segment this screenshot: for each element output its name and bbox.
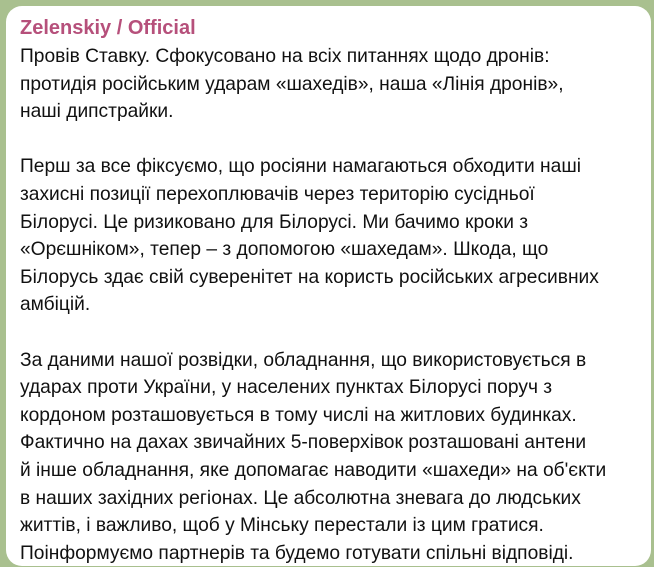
message-line: Фактично на дахах звичайних 5-поверхівок розташовані антени <box>20 432 587 454</box>
message-paragraph-3 <box>20 347 641 567</box>
message-line: За даними нашої розвідки, обладнання, що використовується в <box>20 349 587 371</box>
message-line: протидія російським ударам «шахедів», наша «Лінія дронів», <box>20 73 564 95</box>
message-line: кордоном розташовується в тому числі на житлових будинках. <box>20 404 577 426</box>
message-line: захисні позиції перехоплювачів через територію сусідньої <box>20 183 535 205</box>
message-line: наші дипстрайки. <box>20 101 174 123</box>
message-line: життів, і важливо, щоб у Мінську перестали із цим гратися. <box>20 515 544 537</box>
message-paragraph-2 <box>20 153 641 319</box>
paragraph-spacer <box>20 319 641 347</box>
message-line: Перш за все фіксуємо, що росіяни намагаються обходити наші <box>20 156 581 178</box>
message-line: й інше обладнання, яке допомагає наводити «шахеди» на об'єкти <box>20 459 607 481</box>
message-line: амбіцій. <box>20 294 91 316</box>
message-line: Провів Ставку. Сфокусовано на всіх питаннях щодо дронів: <box>20 46 550 67</box>
message-line: «Орєшніком», тепер – з допомогою «шахедам». Шкода, що <box>20 239 549 261</box>
message-paragraph-1 <box>20 43 641 126</box>
sender-name[interactable]: Zelenskiy / Official <box>20 17 196 39</box>
message-line: Білорусі. Це ризиковано для Білорусі. Ми бачимо кроки з <box>20 211 529 233</box>
message-line: ударах проти України, у населених пунктах Білорусі поруч з <box>20 377 553 399</box>
message-line: Білорусь здає свій суверенітет на користь російських агресивних <box>20 266 599 288</box>
message-line: Поінформуємо партнерів та будемо готувати спільні відповіді. <box>20 542 574 564</box>
message-bubble <box>6 6 651 566</box>
message-line: в наших західних регіонах. Це абсолютна зневага до людських <box>20 487 581 509</box>
paragraph-spacer <box>20 126 641 154</box>
